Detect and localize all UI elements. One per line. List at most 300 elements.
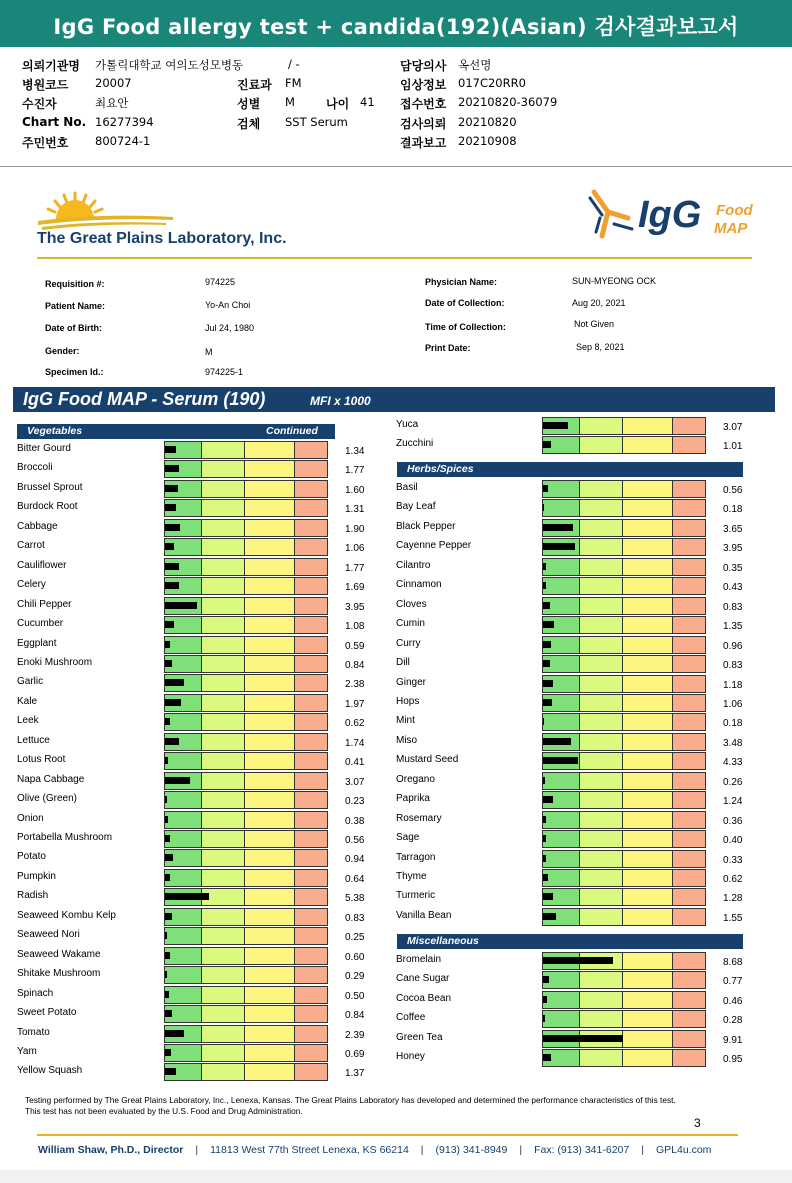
food-bar	[542, 558, 706, 576]
bar-zone	[295, 598, 327, 614]
footer-separator: |	[420, 1144, 424, 1156]
food-value: 1.77	[345, 465, 365, 476]
report-title-serum: IgG Food MAP - Serum (190)	[23, 389, 266, 409]
food-bar-fill	[165, 835, 170, 842]
patient-value: Not Given	[574, 319, 615, 329]
food-row	[17, 791, 377, 809]
food-name: Yellow Squash	[17, 1065, 83, 1076]
food-bar	[542, 830, 706, 848]
food-row	[17, 674, 377, 692]
info-value: 20210908	[458, 134, 517, 148]
info-label: 주민번호	[22, 136, 69, 150]
food-bar-fill	[165, 757, 168, 764]
bar-zone	[202, 500, 245, 516]
food-bar-fill	[165, 1010, 172, 1017]
bar-zone	[202, 714, 245, 730]
food-value: 0.77	[723, 976, 743, 987]
bar-zone	[580, 714, 623, 730]
food-name: Black Pepper	[396, 521, 456, 532]
info-label: 결과보고	[400, 136, 447, 150]
bar-zone	[245, 714, 295, 730]
food-bar-fill	[165, 699, 181, 706]
bar-zone	[245, 598, 295, 614]
info-value: 20007	[95, 76, 132, 90]
food-value: 1.74	[345, 738, 365, 749]
food-value: 0.35	[723, 563, 743, 574]
bar-zone	[295, 559, 327, 575]
food-row	[17, 1044, 377, 1062]
bar-zone	[202, 695, 245, 711]
food-value: 0.50	[345, 991, 365, 1002]
section-title: Vegetables	[27, 425, 83, 437]
food-row	[396, 519, 756, 537]
food-row	[17, 772, 377, 790]
food-value: 0.18	[723, 504, 743, 515]
bar-zone	[543, 559, 580, 575]
food-row	[17, 966, 377, 984]
food-bar-fill	[165, 621, 174, 628]
footer-website: GPL4u.com	[655, 1144, 712, 1156]
bar-zone	[245, 656, 295, 672]
bar-zone	[580, 773, 623, 789]
food-value: 0.36	[723, 816, 743, 827]
request-info-box	[0, 47, 792, 167]
food-value: 1.77	[345, 563, 365, 574]
logo-igg-text: IgG	[638, 194, 702, 236]
food-name: Kale	[17, 696, 38, 707]
food-bar-fill	[543, 738, 571, 745]
food-bar	[164, 849, 328, 867]
bar-zone	[295, 1026, 327, 1042]
bar-zone	[245, 831, 295, 847]
bar-zone	[580, 1050, 623, 1066]
food-bar-fill	[543, 996, 547, 1003]
food-value: 1.08	[345, 621, 365, 632]
info-value: 최요안	[95, 96, 129, 110]
food-bar-fill	[165, 738, 179, 745]
bar-zone	[245, 1026, 295, 1042]
bar-zone	[245, 870, 295, 886]
food-bar	[164, 869, 328, 887]
food-bar-fill	[165, 679, 184, 686]
bar-zone	[295, 948, 327, 964]
patient-label: Time of Collection:	[425, 322, 506, 332]
logo-map-text: MAP	[714, 220, 748, 237]
food-name: Hops	[396, 696, 420, 707]
bar-zone	[673, 656, 705, 672]
bar-zone	[543, 1011, 580, 1027]
food-name: Sage	[396, 832, 420, 843]
food-bar	[542, 436, 706, 454]
food-bar	[164, 577, 328, 595]
patient-value: 974225-1	[205, 367, 244, 377]
food-name: Potato	[17, 851, 46, 862]
bar-zone	[245, 1006, 295, 1022]
bar-zone	[245, 559, 295, 575]
bar-zone	[623, 1050, 673, 1066]
food-bar	[542, 1049, 706, 1067]
bar-zone	[623, 520, 673, 536]
info-label: 임상정보	[400, 78, 447, 92]
food-bar	[164, 616, 328, 634]
bar-zone	[673, 617, 705, 633]
food-row	[396, 499, 756, 517]
bar-zone	[245, 773, 295, 789]
food-name: Burdock Root	[17, 501, 78, 512]
section-header	[397, 934, 743, 949]
food-value: 0.56	[723, 485, 743, 496]
food-value: 0.40	[723, 835, 743, 846]
info-value: 41	[360, 95, 375, 109]
bar-zone	[202, 442, 245, 458]
bar-zone	[543, 578, 580, 594]
food-bar	[542, 499, 706, 517]
bar-zone	[580, 520, 623, 536]
food-name: Spinach	[17, 988, 54, 999]
food-row	[17, 480, 377, 498]
bar-zone	[580, 598, 623, 614]
section-header	[397, 462, 743, 477]
food-bar-fill	[543, 1015, 545, 1022]
bar-zone	[295, 578, 327, 594]
food-bar	[542, 417, 706, 435]
lab-name: The Great Plains Laboratory, Inc.	[37, 230, 287, 247]
bar-zone	[623, 1011, 673, 1027]
footer-address: 11813 West 77th Street Lenexa, KS 66214	[210, 1144, 409, 1156]
food-row	[17, 752, 377, 770]
patient-value: M	[205, 347, 213, 357]
food-bar	[542, 1010, 706, 1028]
food-bar-fill	[165, 1030, 184, 1037]
food-row	[396, 811, 756, 829]
food-row	[17, 655, 377, 673]
bar-zone	[623, 418, 673, 434]
food-name: Dill	[396, 657, 410, 668]
bar-zone	[245, 695, 295, 711]
food-bar	[164, 752, 328, 770]
food-bar	[542, 694, 706, 712]
food-bar	[542, 991, 706, 1009]
food-bar-fill	[543, 660, 550, 667]
food-row	[396, 655, 756, 673]
food-name: Shitake Mushroom	[17, 968, 101, 979]
food-bar-fill	[543, 504, 544, 511]
food-bar-fill	[543, 874, 548, 881]
bar-zone	[245, 442, 295, 458]
bar-zone	[673, 1050, 705, 1066]
bar-zone	[673, 578, 705, 594]
food-name: Basil	[396, 482, 418, 493]
food-name: Cocoa Bean	[396, 993, 452, 1004]
food-bar	[164, 538, 328, 556]
bar-zone	[580, 734, 623, 750]
bar-zone	[623, 617, 673, 633]
food-row	[17, 713, 377, 731]
bar-zone	[245, 928, 295, 944]
food-row	[396, 480, 756, 498]
food-row	[396, 636, 756, 654]
food-bar	[164, 597, 328, 615]
lab-footer	[38, 1144, 711, 1156]
bar-zone	[202, 850, 245, 866]
report-title-bar	[0, 0, 792, 47]
bar-zone	[202, 461, 245, 477]
footer-director: William Shaw, Ph.D., Director	[38, 1144, 184, 1156]
food-bar-fill	[543, 1054, 551, 1061]
food-name: Coffee	[396, 1012, 426, 1023]
food-name: Leek	[17, 715, 39, 726]
bar-zone	[245, 948, 295, 964]
food-value: 0.41	[345, 757, 365, 768]
gold-divider	[37, 1134, 738, 1136]
food-bar	[542, 616, 706, 634]
food-value: 0.83	[723, 660, 743, 671]
food-row	[396, 1010, 756, 1028]
bar-zone	[295, 987, 327, 1003]
bar-zone	[580, 437, 623, 453]
info-value: SST Serum	[285, 115, 348, 129]
food-name: Cabbage	[17, 521, 58, 532]
bar-zone	[580, 812, 623, 828]
bar-zone	[202, 967, 245, 983]
food-bar	[542, 791, 706, 809]
food-row	[17, 1025, 377, 1043]
food-name: Eggplant	[17, 638, 57, 649]
food-bar-fill	[165, 718, 170, 725]
food-name: Cucumber	[17, 618, 64, 629]
info-label: 병원코드	[22, 78, 69, 92]
bar-zone	[295, 442, 327, 458]
bar-zone	[202, 617, 245, 633]
food-value: 2.38	[345, 679, 365, 690]
food-bar	[164, 713, 328, 731]
bar-zone	[580, 500, 623, 516]
food-name: Bay Leaf	[396, 501, 436, 512]
bar-zone	[673, 714, 705, 730]
food-value: 1.69	[345, 582, 365, 593]
food-value: 3.07	[345, 777, 365, 788]
food-bar-fill	[543, 699, 552, 706]
bar-zone	[245, 461, 295, 477]
bar-zone	[623, 851, 673, 867]
food-bar-fill	[165, 913, 172, 920]
food-name: Miso	[396, 735, 418, 746]
food-value: 1.18	[723, 680, 743, 691]
food-name: Zucchini	[396, 438, 434, 449]
bar-zone	[580, 1011, 623, 1027]
food-bar	[164, 1044, 328, 1062]
bar-zone	[580, 992, 623, 1008]
food-bar	[164, 441, 328, 459]
food-name: Bitter Gourd	[17, 443, 71, 454]
food-value: 5.38	[345, 893, 365, 904]
bar-zone	[543, 500, 580, 516]
bar-zone	[543, 773, 580, 789]
bar-zone	[245, 675, 295, 691]
food-bar-fill	[165, 465, 179, 472]
bar-zone	[295, 792, 327, 808]
report-title: IgG Food allergy test + candida(192)(Asian) 검사결과보고서	[53, 15, 739, 39]
food-bar	[164, 986, 328, 1004]
bar-zone	[295, 714, 327, 730]
patient-label: Patient Name:	[45, 301, 106, 311]
patient-label: Date of Birth:	[45, 323, 102, 333]
food-bar	[164, 519, 328, 537]
bar-zone	[245, 987, 295, 1003]
food-bar	[542, 577, 706, 595]
food-name: Cane Sugar	[396, 973, 450, 984]
bar-zone	[623, 1031, 673, 1047]
bar-zone	[295, 773, 327, 789]
food-value: 0.46	[723, 996, 743, 1007]
food-row	[396, 694, 756, 712]
food-bar-fill	[543, 777, 545, 784]
food-row	[396, 538, 756, 556]
patient-label: Physician Name:	[425, 277, 498, 287]
food-bar-fill	[165, 932, 167, 939]
bar-zone	[673, 773, 705, 789]
info-label: 성별	[237, 97, 261, 111]
food-name: Rosemary	[396, 813, 442, 824]
food-value: 0.26	[723, 777, 743, 788]
food-bar	[164, 655, 328, 673]
bar-zone	[202, 598, 245, 614]
bar-zone	[543, 481, 580, 497]
bar-zone	[202, 559, 245, 575]
food-row	[17, 888, 377, 906]
bar-zone	[202, 753, 245, 769]
food-bar	[164, 1005, 328, 1023]
food-value: 0.18	[723, 718, 743, 729]
bar-zone	[295, 812, 327, 828]
patient-value: Jul 24, 1980	[205, 323, 255, 333]
bar-zone	[623, 656, 673, 672]
bar-zone	[165, 792, 202, 808]
food-bar	[542, 811, 706, 829]
food-row	[396, 830, 756, 848]
patient-label: Specimen Id.:	[45, 367, 104, 377]
food-value: 0.62	[345, 718, 365, 729]
bar-zone	[580, 909, 623, 925]
bar-zone	[202, 1064, 245, 1080]
food-row	[17, 597, 377, 615]
food-bar-fill	[543, 621, 554, 628]
food-bar-fill	[543, 816, 546, 823]
food-bar	[542, 733, 706, 751]
food-name: Mustard Seed	[396, 754, 459, 765]
food-bar-fill	[543, 913, 556, 920]
footer-separator: |	[519, 1144, 523, 1156]
food-value: 0.95	[723, 1054, 743, 1065]
bar-zone	[580, 676, 623, 692]
bar-zone	[580, 972, 623, 988]
food-row	[17, 616, 377, 634]
food-name: Lettuce	[17, 735, 50, 746]
food-name: Celery	[17, 579, 46, 590]
food-name: Green Tea	[396, 1032, 443, 1043]
bar-zone	[673, 481, 705, 497]
section-note: Continued	[266, 425, 318, 437]
sun-logo-icon	[38, 187, 173, 232]
info-label: 나이	[326, 97, 350, 111]
bar-zone	[580, 617, 623, 633]
bar-zone	[623, 695, 673, 711]
food-value: 0.62	[723, 874, 743, 885]
food-bar	[542, 597, 706, 615]
bar-zone	[202, 520, 245, 536]
food-row	[17, 1005, 377, 1023]
bar-zone	[202, 870, 245, 886]
section-title: Miscellaneous	[407, 935, 479, 947]
bar-zone	[623, 598, 673, 614]
food-bar	[164, 888, 328, 906]
bar-zone	[673, 953, 705, 969]
food-value: 1.28	[723, 893, 743, 904]
bar-zone	[245, 539, 295, 555]
bar-zone	[580, 851, 623, 867]
food-value: 0.83	[723, 602, 743, 613]
food-value: 1.01	[723, 441, 743, 452]
bar-zone	[202, 1006, 245, 1022]
bar-zone	[673, 637, 705, 653]
food-row	[396, 952, 756, 970]
food-bar-fill	[543, 602, 550, 609]
food-bar-fill	[165, 991, 169, 998]
food-value: 0.23	[345, 796, 365, 807]
info-value: FM	[285, 76, 302, 90]
bar-zone	[202, 987, 245, 1003]
footer-phone: (913) 341-8949	[435, 1144, 508, 1156]
bar-zone	[673, 676, 705, 692]
bar-zone	[295, 695, 327, 711]
food-row	[17, 577, 377, 595]
footer-fax: Fax: (913) 341-6207	[534, 1144, 630, 1156]
food-row	[17, 558, 377, 576]
bar-zone	[202, 656, 245, 672]
bar-zone	[543, 992, 580, 1008]
food-row	[396, 850, 756, 868]
food-bar-fill	[165, 563, 179, 570]
food-bar	[542, 655, 706, 673]
bar-zone	[623, 676, 673, 692]
bar-zone	[165, 928, 202, 944]
food-bar	[542, 675, 706, 693]
food-bar	[542, 850, 706, 868]
food-bar-fill	[165, 796, 167, 803]
food-bar-fill	[165, 524, 180, 531]
food-bar-fill	[165, 1068, 176, 1075]
bar-zone	[580, 637, 623, 653]
food-bar	[542, 538, 706, 556]
food-row	[396, 713, 756, 731]
food-value: 0.28	[723, 1015, 743, 1026]
bar-zone	[673, 695, 705, 711]
food-bar-fill	[165, 777, 190, 784]
info-label: Chart No.	[22, 115, 87, 129]
bar-zone	[295, 889, 327, 905]
food-bar	[164, 830, 328, 848]
bar-zone	[295, 637, 327, 653]
info-label: 검사의뢰	[400, 117, 447, 131]
food-name: Napa Cabbage	[17, 774, 85, 785]
bar-zone	[245, 578, 295, 594]
bar-zone	[580, 695, 623, 711]
bar-zone	[165, 987, 202, 1003]
bar-zone	[245, 481, 295, 497]
food-row	[396, 558, 756, 576]
food-bar	[164, 966, 328, 984]
bar-zone	[623, 481, 673, 497]
